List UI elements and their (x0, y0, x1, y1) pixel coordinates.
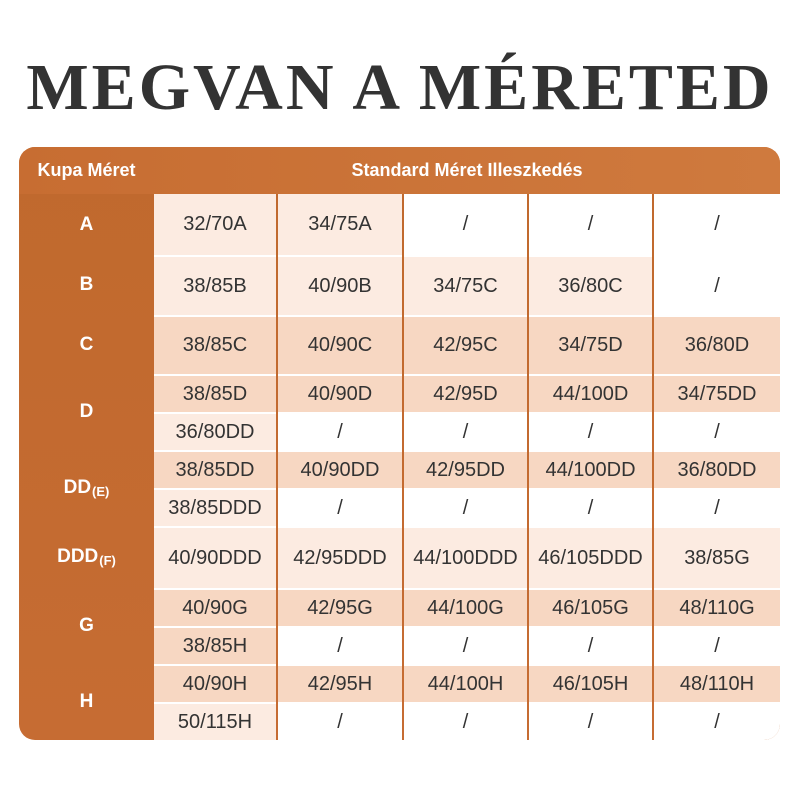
size-cell: 42/95D (404, 374, 527, 412)
cup-letter: D (79, 401, 94, 422)
size-cell: 42/95DDD (278, 526, 402, 588)
cup-letter: G (79, 615, 94, 636)
cup-letter: DD (63, 477, 92, 498)
size-cell: 50/115H (154, 702, 276, 740)
cup-letter: A (79, 213, 94, 235)
size-cell: 44/100G (404, 588, 527, 626)
size-cell: 34/75DD (654, 374, 780, 412)
size-cell: 38/85G (654, 526, 780, 588)
size-cell: / (654, 412, 780, 450)
header-standard-size: Standard Méret Illeszkedés (351, 160, 583, 180)
size-cell: 36/80DD (154, 412, 276, 450)
cup-letter: H (79, 691, 94, 712)
cup-label-dd (19, 450, 154, 526)
cup-suffix: (F) (99, 552, 116, 568)
cup-letter: C (79, 333, 94, 355)
table-header (19, 147, 780, 194)
size-cell: 38/85DD (154, 450, 276, 488)
size-cell: / (404, 488, 527, 526)
cup-label-b (19, 255, 154, 315)
size-cell: / (529, 488, 652, 526)
size-cell: 38/85DDD (154, 488, 276, 526)
size-cell: 38/85C (154, 315, 276, 374)
size-cell: / (654, 194, 780, 255)
size-cell: / (278, 626, 402, 664)
cup-suffix: (E) (92, 483, 110, 499)
size-cell: / (278, 412, 402, 450)
cup-letter: DDD (57, 546, 99, 567)
size-cell: 42/95DD (404, 450, 527, 488)
size-cell: 42/95G (278, 588, 402, 626)
cup-label-d (19, 374, 154, 450)
size-cell: 40/90DD (278, 450, 402, 488)
size-cell: / (404, 626, 527, 664)
cup-label-ddd (19, 526, 154, 588)
size-cell: / (404, 194, 527, 255)
cup-label-c (19, 315, 154, 374)
size-cell: 36/80C (529, 255, 652, 315)
size-cell: / (654, 702, 780, 740)
size-cell: / (404, 702, 527, 740)
size-cell: 42/95C (404, 315, 527, 374)
size-cell: 40/90D (278, 374, 402, 412)
size-cell: 34/75A (278, 194, 402, 255)
size-cell: / (654, 488, 780, 526)
size-cell: 46/105G (529, 588, 652, 626)
size-cell: 46/105DDD (529, 526, 652, 588)
size-cell: 32/70A (154, 194, 276, 255)
cup-label-g (19, 588, 154, 664)
size-cell: 34/75C (404, 255, 527, 315)
size-cell: / (404, 412, 527, 450)
size-cell: 48/110G (654, 588, 780, 626)
size-cell: 38/85H (154, 626, 276, 664)
size-cell: / (654, 626, 780, 664)
size-cell: 40/90C (278, 315, 402, 374)
size-cell: 44/100D (529, 374, 652, 412)
cup-letter: B (79, 274, 94, 295)
size-cell: 40/90DDD (154, 526, 276, 588)
size-cell: 46/105H (529, 664, 652, 702)
size-cell: 38/85D (154, 374, 276, 412)
size-cell: 40/90B (278, 255, 402, 315)
size-cell: 40/90H (154, 664, 276, 702)
size-cell: 44/100DDD (404, 526, 527, 588)
size-cell: 38/85B (154, 255, 276, 315)
size-cell: / (529, 194, 652, 255)
size-cell: 40/90G (154, 588, 276, 626)
size-cell: / (529, 412, 652, 450)
size-cell: 36/80DD (654, 450, 780, 488)
size-cell: 34/75D (529, 315, 652, 374)
size-cell: / (278, 702, 402, 740)
size-cell: / (529, 702, 652, 740)
size-cell: 42/95H (278, 664, 402, 702)
size-cell: 48/110H (654, 664, 780, 702)
size-cell: / (278, 488, 402, 526)
cup-label-h (19, 664, 154, 740)
size-cell: / (529, 626, 652, 664)
page-title: MEGVAN A MÉRETED (26, 51, 774, 124)
size-cell: 44/100DD (529, 450, 652, 488)
size-cell: 44/100H (404, 664, 527, 702)
size-cell: / (654, 255, 780, 315)
header-cup-size: Kupa Méret (37, 160, 136, 180)
size-cell: 36/80D (654, 315, 780, 374)
cup-label-a (19, 194, 154, 255)
